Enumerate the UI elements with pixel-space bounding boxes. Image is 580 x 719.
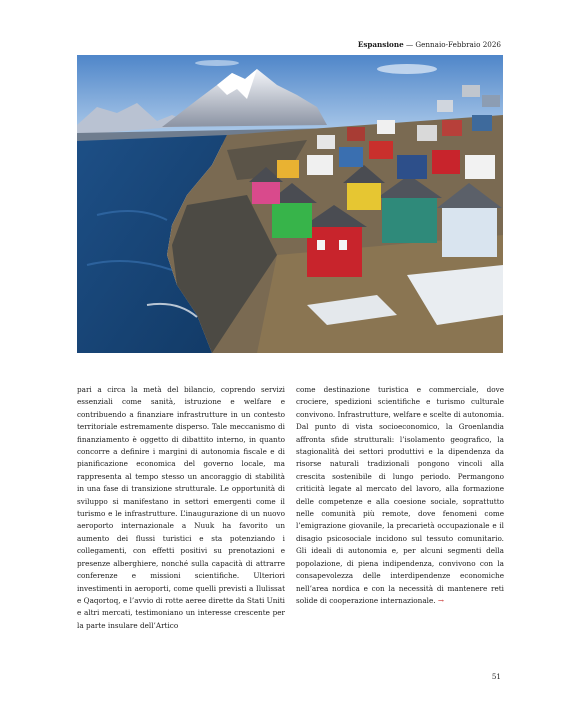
issue-date: Gennaio-Febbraio 2026 — [415, 40, 501, 49]
article-column-left — [77, 384, 285, 632]
article-text: come destinazione turistica e commerciale, dove crociere, spedizioni scientifiche e turismo culturale convivono. Infrastrutture, welfare e scelte di autonomia. Dal punto di vista socioeconomico, la Groenlandia affronta sfide strutturali: l’isolamento geografico, la stagionalità dei settori produttivi e la dipendenza da risorse naturali tradizionali pongono vincoli alla crescita sostenibile di lungo periodo. Permangono criticità legate al mercato del lavoro, alla formazione delle competenze e alla coesione sociale, soprattutto nelle comunità più remote, dove fenomeni come l’emigrazione giovanile, la precarietà occupazionale e il disagio psicosociale incidono sul tessuto comunitario. Gli ideali di autonomia e, per alcuni segmenti della popolazione, di piena indipendenza, convivono con la consapevolezza delle interdipendenze economiche nell’area nordica e con la necessità di mantenere reti solide di cooperazione internazionale. — [296, 385, 504, 605]
section-name: Espansione — [357, 40, 404, 49]
page-number: 51 — [491, 672, 501, 681]
header-separator: — — [403, 40, 416, 49]
article-column-right — [296, 384, 504, 607]
running-header — [358, 40, 501, 49]
continue-arrow-icon: → — [437, 595, 444, 605]
article-paragraph — [296, 384, 504, 607]
article-photo — [77, 55, 503, 353]
article-paragraph: pari a circa la metà del bilancio, coprendo servizi essenziali come sanità, istruzione e welfare e contribuendo a finanziare infrastrutture in un contesto territoriale estremamente disperso. Tale meccanismo di finanziamento è oggetto di dibattito interno, in quanto concorre a definire i margini di autonomia fiscale e di pianificazione economica del governo locale, ma rappresenta al tempo stesso un ancoraggio di stabilità in una fase di transizione strutturale. Le opportunità di sviluppo si manifestano in settori emergenti come il turismo e le infrastrutture. L’inaugurazione di un nuovo aeroporto internazionale a Nuuk ha favorito un aumento dei flussi turistici e sta potenziando i collegamenti, con effetti positivi su prenotazioni e presenze alberghiere, nonché sulla capacità di attrarre conferenze e missioni scientifiche. Ulteriori investimenti in aeroporti, come quelli previsti a Ilulissat e Qaqortoq, e l’avvio di rotte aeree dirette da Stati Uniti e altri mercati, testimoniano un interesse crescente per la parte insulare dell’Artico — [77, 385, 285, 630]
